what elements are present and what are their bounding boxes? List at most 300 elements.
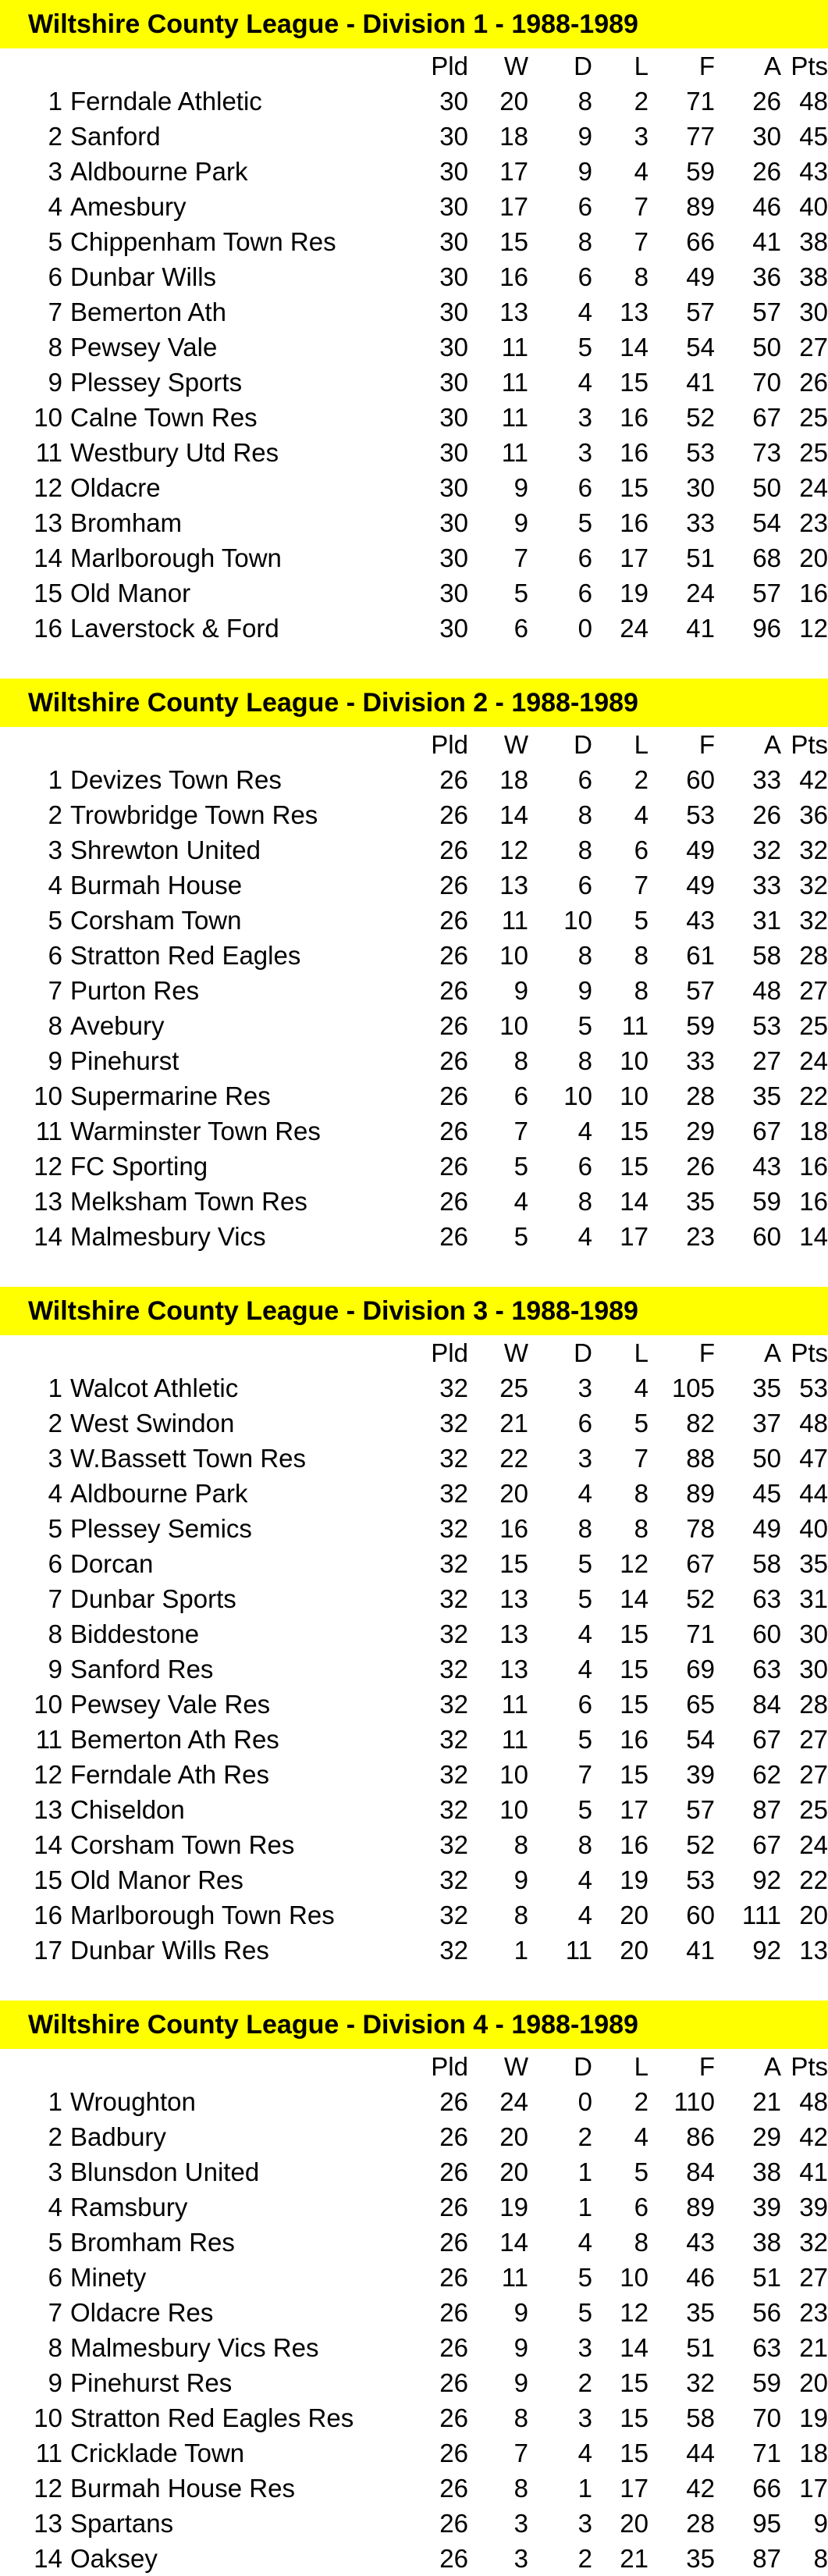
a-cell: 67 xyxy=(752,403,781,432)
f-cell: 24 xyxy=(686,579,715,607)
team-name-cell: Dorcan xyxy=(70,1549,154,1578)
d-cell: 6 xyxy=(577,1409,592,1438)
a-cell: 71 xyxy=(752,2439,781,2467)
l-cell: 17 xyxy=(620,2474,649,2503)
pld-cell: 32 xyxy=(439,1584,468,1613)
table-header-row xyxy=(0,1335,828,1370)
table-row xyxy=(0,1008,828,1043)
f-cell: 35 xyxy=(686,2298,715,2327)
pld-cell: 26 xyxy=(439,1187,468,1216)
d-cell: 9 xyxy=(577,157,592,186)
column-header-f: F xyxy=(698,52,715,80)
division-table-1 xyxy=(0,0,828,646)
position-cell: 1 xyxy=(48,1374,62,1402)
column-header-l: L xyxy=(634,2052,649,2081)
d-cell: 6 xyxy=(577,473,592,502)
table-row xyxy=(0,2189,828,2225)
table-row xyxy=(0,2119,828,2154)
team-name-cell: Marlborough Town xyxy=(70,543,282,572)
team-name-cell: Corsham Town xyxy=(70,906,242,935)
pld-cell: 26 xyxy=(439,1222,468,1251)
d-cell: 4 xyxy=(577,1479,592,1508)
position-cell: 13 xyxy=(34,1795,62,1824)
d-cell: 3 xyxy=(577,1444,592,1473)
table-row xyxy=(0,2541,828,2576)
team-name-cell: Cricklade Town xyxy=(70,2439,245,2467)
d-cell: 5 xyxy=(577,2298,592,2327)
pld-cell: 26 xyxy=(439,2228,468,2257)
pld-cell: 30 xyxy=(439,403,468,432)
position-cell: 4 xyxy=(48,1479,62,1508)
table-row xyxy=(0,1406,828,1441)
d-cell: 6 xyxy=(577,543,592,572)
table-row xyxy=(0,154,828,189)
l-cell: 15 xyxy=(620,1619,649,1648)
pld-cell: 26 xyxy=(439,1117,468,1145)
pld-cell: 26 xyxy=(439,2509,468,2538)
table-row xyxy=(0,1651,828,1687)
standings-table xyxy=(0,48,828,646)
header-blank xyxy=(0,727,62,762)
pld-cell: 32 xyxy=(439,1374,468,1402)
pts-cell: 48 xyxy=(799,87,828,116)
pts-cell: 18 xyxy=(799,2439,828,2467)
w-cell: 1 xyxy=(514,1936,528,1965)
l-cell: 14 xyxy=(620,333,649,362)
position-cell: 12 xyxy=(34,2474,62,2503)
d-cell: 5 xyxy=(577,2263,592,2292)
l-cell: 7 xyxy=(634,192,649,221)
pld-cell: 26 xyxy=(439,1011,468,1040)
l-cell: 10 xyxy=(620,1046,649,1075)
d-cell: 5 xyxy=(577,1584,592,1613)
pts-cell: 32 xyxy=(799,906,828,935)
position-cell: 14 xyxy=(34,1830,62,1859)
a-cell: 92 xyxy=(752,1865,781,1894)
w-cell: 7 xyxy=(514,1117,528,1145)
l-cell: 7 xyxy=(634,1444,649,1473)
column-header-pts: Pts xyxy=(791,730,828,759)
table-row xyxy=(0,611,828,646)
w-cell: 14 xyxy=(499,800,528,829)
l-cell: 13 xyxy=(620,298,649,326)
pld-cell: 30 xyxy=(439,298,468,326)
pld-cell: 32 xyxy=(439,1760,468,1789)
team-name-cell: Dunbar Wills xyxy=(70,262,217,291)
f-cell: 60 xyxy=(686,765,715,794)
l-cell: 19 xyxy=(620,1865,649,1894)
table-row xyxy=(0,2154,828,2189)
w-cell: 25 xyxy=(499,1374,528,1402)
team-name-cell: Amesbury xyxy=(70,192,187,221)
w-cell: 11 xyxy=(501,368,528,397)
w-cell: 5 xyxy=(514,579,528,607)
f-cell: 51 xyxy=(686,543,715,572)
pld-cell: 32 xyxy=(439,1690,468,1719)
pts-cell: 28 xyxy=(799,1690,828,1719)
w-cell: 8 xyxy=(514,2403,528,2432)
pld-cell: 26 xyxy=(439,2193,468,2221)
f-cell: 78 xyxy=(686,1514,715,1543)
table-row xyxy=(0,1722,828,1757)
division-table-2 xyxy=(0,679,828,1254)
pts-cell: 18 xyxy=(799,1117,828,1145)
pts-cell: 25 xyxy=(799,1795,828,1824)
pld-cell: 26 xyxy=(439,765,468,794)
position-cell: 7 xyxy=(48,976,62,1005)
f-cell: 59 xyxy=(686,1011,715,1040)
table-row xyxy=(0,973,828,1008)
position-cell: 13 xyxy=(34,508,62,537)
column-header-pld: Pld xyxy=(431,52,468,80)
pts-cell: 30 xyxy=(799,1619,828,1648)
position-cell: 5 xyxy=(48,227,62,256)
pld-cell: 30 xyxy=(439,508,468,537)
team-name-cell: Marlborough Town Res xyxy=(70,1901,335,1929)
l-cell: 7 xyxy=(634,227,649,256)
position-cell: 3 xyxy=(48,836,62,864)
w-cell: 11 xyxy=(501,2263,528,2292)
column-header-a: A xyxy=(763,1338,781,1367)
team-name-cell: Melksham Town Res xyxy=(70,1187,307,1216)
table-row xyxy=(0,330,828,365)
a-cell: 27 xyxy=(752,1046,781,1075)
a-cell: 58 xyxy=(752,1549,781,1578)
pld-cell: 30 xyxy=(439,579,468,607)
team-name-cell: Ferndale Ath Res xyxy=(70,1760,269,1789)
table-row xyxy=(0,832,828,868)
w-cell: 11 xyxy=(501,438,528,467)
pld-cell: 26 xyxy=(439,1046,468,1075)
w-cell: 20 xyxy=(499,2157,528,2186)
pts-cell: 32 xyxy=(799,836,828,864)
position-cell: 1 xyxy=(48,87,62,116)
a-cell: 63 xyxy=(752,2333,781,2362)
pts-cell: 13 xyxy=(799,1936,828,1965)
team-name-cell: Blunsdon United xyxy=(70,2157,260,2186)
position-cell: 3 xyxy=(48,1444,62,1473)
pts-cell: 22 xyxy=(799,1865,828,1894)
team-name-cell: Chippenham Town Res xyxy=(70,227,336,256)
l-cell: 3 xyxy=(634,122,649,151)
l-cell: 16 xyxy=(620,403,649,432)
l-cell: 5 xyxy=(634,906,649,935)
team-name-cell: Westbury Utd Res xyxy=(70,438,279,467)
l-cell: 11 xyxy=(621,1011,649,1040)
a-cell: 87 xyxy=(752,1795,781,1824)
team-name-cell: Pewsey Vale xyxy=(70,333,218,362)
f-cell: 71 xyxy=(686,1619,715,1648)
f-cell: 52 xyxy=(686,403,715,432)
pld-cell: 26 xyxy=(439,1152,468,1181)
team-name-cell: Dunbar Wills Res xyxy=(70,1936,269,1965)
pts-cell: 14 xyxy=(799,1222,828,1251)
column-header-pts: Pts xyxy=(791,1338,828,1367)
pts-cell: 24 xyxy=(799,1830,828,1859)
a-cell: 73 xyxy=(752,438,781,467)
position-cell: 15 xyxy=(34,1865,62,1894)
position-cell: 10 xyxy=(34,403,62,432)
pld-cell: 30 xyxy=(439,614,468,643)
table-row xyxy=(0,1581,828,1616)
f-cell: 39 xyxy=(686,1760,715,1789)
table-row xyxy=(0,2260,828,2295)
a-cell: 87 xyxy=(752,2544,781,2573)
pld-cell: 32 xyxy=(439,1795,468,1824)
table-row xyxy=(0,903,828,938)
pts-cell: 44 xyxy=(799,1479,828,1508)
team-name-cell: Spartans xyxy=(70,2509,174,2538)
l-cell: 2 xyxy=(634,2087,649,2116)
team-name-cell: Biddestone xyxy=(70,1619,200,1648)
d-cell: 3 xyxy=(577,1374,592,1402)
pld-cell: 26 xyxy=(439,2333,468,2362)
pld-cell: 30 xyxy=(439,227,468,256)
a-cell: 58 xyxy=(752,941,781,970)
f-cell: 30 xyxy=(686,473,715,502)
w-cell: 20 xyxy=(499,87,528,116)
pts-cell: 25 xyxy=(799,1011,828,1040)
team-name-cell: Dunbar Sports xyxy=(70,1584,236,1613)
team-name-cell: Pinehurst xyxy=(70,1046,179,1075)
w-cell: 18 xyxy=(499,122,528,151)
a-cell: 53 xyxy=(752,1011,781,1040)
a-cell: 36 xyxy=(752,262,781,291)
l-cell: 14 xyxy=(620,1584,649,1613)
a-cell: 57 xyxy=(752,298,781,326)
pld-cell: 32 xyxy=(439,1549,468,1578)
pts-cell: 38 xyxy=(799,262,828,291)
a-cell: 62 xyxy=(752,1760,781,1789)
team-name-cell: FC Sporting xyxy=(70,1152,208,1181)
pld-cell: 32 xyxy=(439,1865,468,1894)
d-cell: 5 xyxy=(577,1725,592,1754)
f-cell: 41 xyxy=(686,368,715,397)
table-row xyxy=(0,259,828,294)
d-cell: 6 xyxy=(577,192,592,221)
position-cell: 4 xyxy=(48,2193,62,2221)
team-name-cell: Laverstock & Ford xyxy=(70,614,279,643)
w-cell: 9 xyxy=(514,2333,528,2362)
l-cell: 6 xyxy=(634,836,649,864)
pts-cell: 53 xyxy=(799,1374,828,1402)
d-cell: 5 xyxy=(577,1011,592,1040)
d-cell: 9 xyxy=(577,976,592,1005)
table-row xyxy=(0,1897,828,1933)
table-row xyxy=(0,1933,828,1968)
d-cell: 5 xyxy=(577,1795,592,1824)
a-cell: 32 xyxy=(752,836,781,864)
d-cell: 8 xyxy=(577,1046,592,1075)
team-name-cell: Burmah House xyxy=(70,871,243,900)
team-name-cell: Ramsbury xyxy=(70,2193,188,2221)
pld-cell: 30 xyxy=(439,368,468,397)
w-cell: 13 xyxy=(499,1655,528,1683)
header-blank xyxy=(62,1335,414,1370)
position-cell: 6 xyxy=(48,262,62,291)
d-cell: 8 xyxy=(577,836,592,864)
l-cell: 15 xyxy=(620,1760,649,1789)
team-name-cell: Plessey Semics xyxy=(70,1514,252,1543)
a-cell: 84 xyxy=(752,1690,781,1719)
l-cell: 15 xyxy=(620,1655,649,1683)
team-name-cell: Oldacre Res xyxy=(70,2298,214,2327)
pld-cell: 26 xyxy=(439,976,468,1005)
position-cell: 12 xyxy=(34,1152,62,1181)
d-cell: 3 xyxy=(577,2333,592,2362)
division-title: Wiltshire County League - Division 4 - 1988-1989 xyxy=(0,2001,828,2049)
f-cell: 35 xyxy=(686,2544,715,2573)
pld-cell: 26 xyxy=(439,2474,468,2503)
table-row xyxy=(0,1792,828,1827)
d-cell: 3 xyxy=(577,2509,592,2538)
f-cell: 86 xyxy=(686,2122,715,2151)
d-cell: 4 xyxy=(577,1619,592,1648)
pts-cell: 48 xyxy=(799,1409,828,1438)
position-cell: 2 xyxy=(48,122,62,151)
team-name-cell: Minety xyxy=(70,2263,147,2292)
team-name-cell: Sanford Res xyxy=(70,1655,214,1683)
f-cell: 29 xyxy=(686,1117,715,1145)
w-cell: 14 xyxy=(499,2228,528,2257)
pld-cell: 26 xyxy=(439,2439,468,2467)
f-cell: 54 xyxy=(686,333,715,362)
l-cell: 16 xyxy=(620,1725,649,1754)
pld-cell: 26 xyxy=(439,2298,468,2327)
header-blank xyxy=(62,48,414,84)
w-cell: 24 xyxy=(499,2087,528,2116)
l-cell: 15 xyxy=(620,2439,649,2467)
d-cell: 8 xyxy=(577,1187,592,1216)
w-cell: 16 xyxy=(499,262,528,291)
d-cell: 6 xyxy=(577,262,592,291)
pld-cell: 26 xyxy=(439,906,468,935)
table-row xyxy=(0,1546,828,1581)
a-cell: 39 xyxy=(752,2193,781,2221)
pts-cell: 35 xyxy=(799,1549,828,1578)
w-cell: 8 xyxy=(514,1830,528,1859)
f-cell: 43 xyxy=(686,906,715,935)
w-cell: 9 xyxy=(514,976,528,1005)
d-cell: 9 xyxy=(577,122,592,151)
a-cell: 56 xyxy=(752,2298,781,2327)
pts-cell: 25 xyxy=(799,403,828,432)
a-cell: 92 xyxy=(752,1936,781,1965)
position-cell: 6 xyxy=(48,941,62,970)
table-row xyxy=(0,294,828,330)
w-cell: 15 xyxy=(499,1549,528,1578)
pts-cell: 20 xyxy=(799,543,828,572)
position-cell: 13 xyxy=(34,1187,62,1216)
pts-cell: 32 xyxy=(799,871,828,900)
team-name-cell: Trowbridge Town Res xyxy=(70,800,318,829)
table-row xyxy=(0,1370,828,1406)
pts-cell: 16 xyxy=(799,1187,828,1216)
team-name-cell: Ferndale Athletic xyxy=(70,87,262,116)
d-cell: 5 xyxy=(577,508,592,537)
team-name-cell: Badbury xyxy=(70,2122,166,2151)
table-row xyxy=(0,119,828,154)
f-cell: 49 xyxy=(686,262,715,291)
pld-cell: 32 xyxy=(439,1619,468,1648)
pts-cell: 39 xyxy=(799,2193,828,2221)
pts-cell: 24 xyxy=(799,1046,828,1075)
f-cell: 33 xyxy=(686,508,715,537)
pts-cell: 16 xyxy=(799,1152,828,1181)
a-cell: 43 xyxy=(752,1152,781,1181)
pld-cell: 26 xyxy=(439,1081,468,1110)
pts-cell: 21 xyxy=(799,2333,828,2362)
pld-cell: 26 xyxy=(439,2157,468,2186)
position-cell: 7 xyxy=(48,298,62,326)
pld-cell: 32 xyxy=(439,1655,468,1683)
a-cell: 59 xyxy=(752,2368,781,2397)
l-cell: 20 xyxy=(620,1936,649,1965)
table-row xyxy=(0,470,828,505)
l-cell: 16 xyxy=(620,438,649,467)
pts-cell: 27 xyxy=(799,976,828,1005)
f-cell: 51 xyxy=(686,2333,715,2362)
position-cell: 9 xyxy=(48,1046,62,1075)
w-cell: 8 xyxy=(514,1901,528,1929)
a-cell: 51 xyxy=(752,2263,781,2292)
a-cell: 49 xyxy=(752,1514,781,1543)
f-cell: 57 xyxy=(686,976,715,1005)
a-cell: 70 xyxy=(752,368,781,397)
column-header-d: D xyxy=(574,2052,592,2081)
d-cell: 8 xyxy=(577,1514,592,1543)
team-name-cell: Stratton Red Eagles Res xyxy=(70,2403,354,2432)
table-row xyxy=(0,1441,828,1476)
pts-cell: 24 xyxy=(799,473,828,502)
l-cell: 8 xyxy=(634,941,649,970)
d-cell: 10 xyxy=(563,1081,592,1110)
team-name-cell: Oldacre xyxy=(70,473,161,502)
table-row xyxy=(0,2506,828,2541)
table-row xyxy=(0,1687,828,1722)
w-cell: 21 xyxy=(499,1409,528,1438)
table-header-row xyxy=(0,48,828,84)
f-cell: 61 xyxy=(686,941,715,970)
a-cell: 60 xyxy=(752,1222,781,1251)
f-cell: 49 xyxy=(686,836,715,864)
d-cell: 1 xyxy=(577,2474,592,2503)
team-name-cell: Aldbourne Park xyxy=(70,1479,248,1508)
d-cell: 6 xyxy=(577,871,592,900)
team-name-cell: Old Manor xyxy=(70,579,191,607)
position-cell: 2 xyxy=(48,1409,62,1438)
pld-cell: 30 xyxy=(439,333,468,362)
d-cell: 5 xyxy=(577,1549,592,1578)
pts-cell: 30 xyxy=(799,298,828,326)
w-cell: 11 xyxy=(501,333,528,362)
team-name-cell: Stratton Red Eagles xyxy=(70,941,301,970)
pts-cell: 26 xyxy=(799,368,828,397)
pld-cell: 30 xyxy=(439,157,468,186)
d-cell: 0 xyxy=(577,614,592,643)
f-cell: 77 xyxy=(686,122,715,151)
w-cell: 10 xyxy=(499,1760,528,1789)
d-cell: 8 xyxy=(577,941,592,970)
table-row xyxy=(0,1757,828,1792)
pld-cell: 30 xyxy=(439,87,468,116)
l-cell: 6 xyxy=(634,2193,649,2221)
column-header-w: W xyxy=(503,2052,528,2081)
table-row xyxy=(0,1827,828,1862)
column-header-l: L xyxy=(634,1338,649,1367)
w-cell: 9 xyxy=(514,1865,528,1894)
d-cell: 2 xyxy=(577,2122,592,2151)
